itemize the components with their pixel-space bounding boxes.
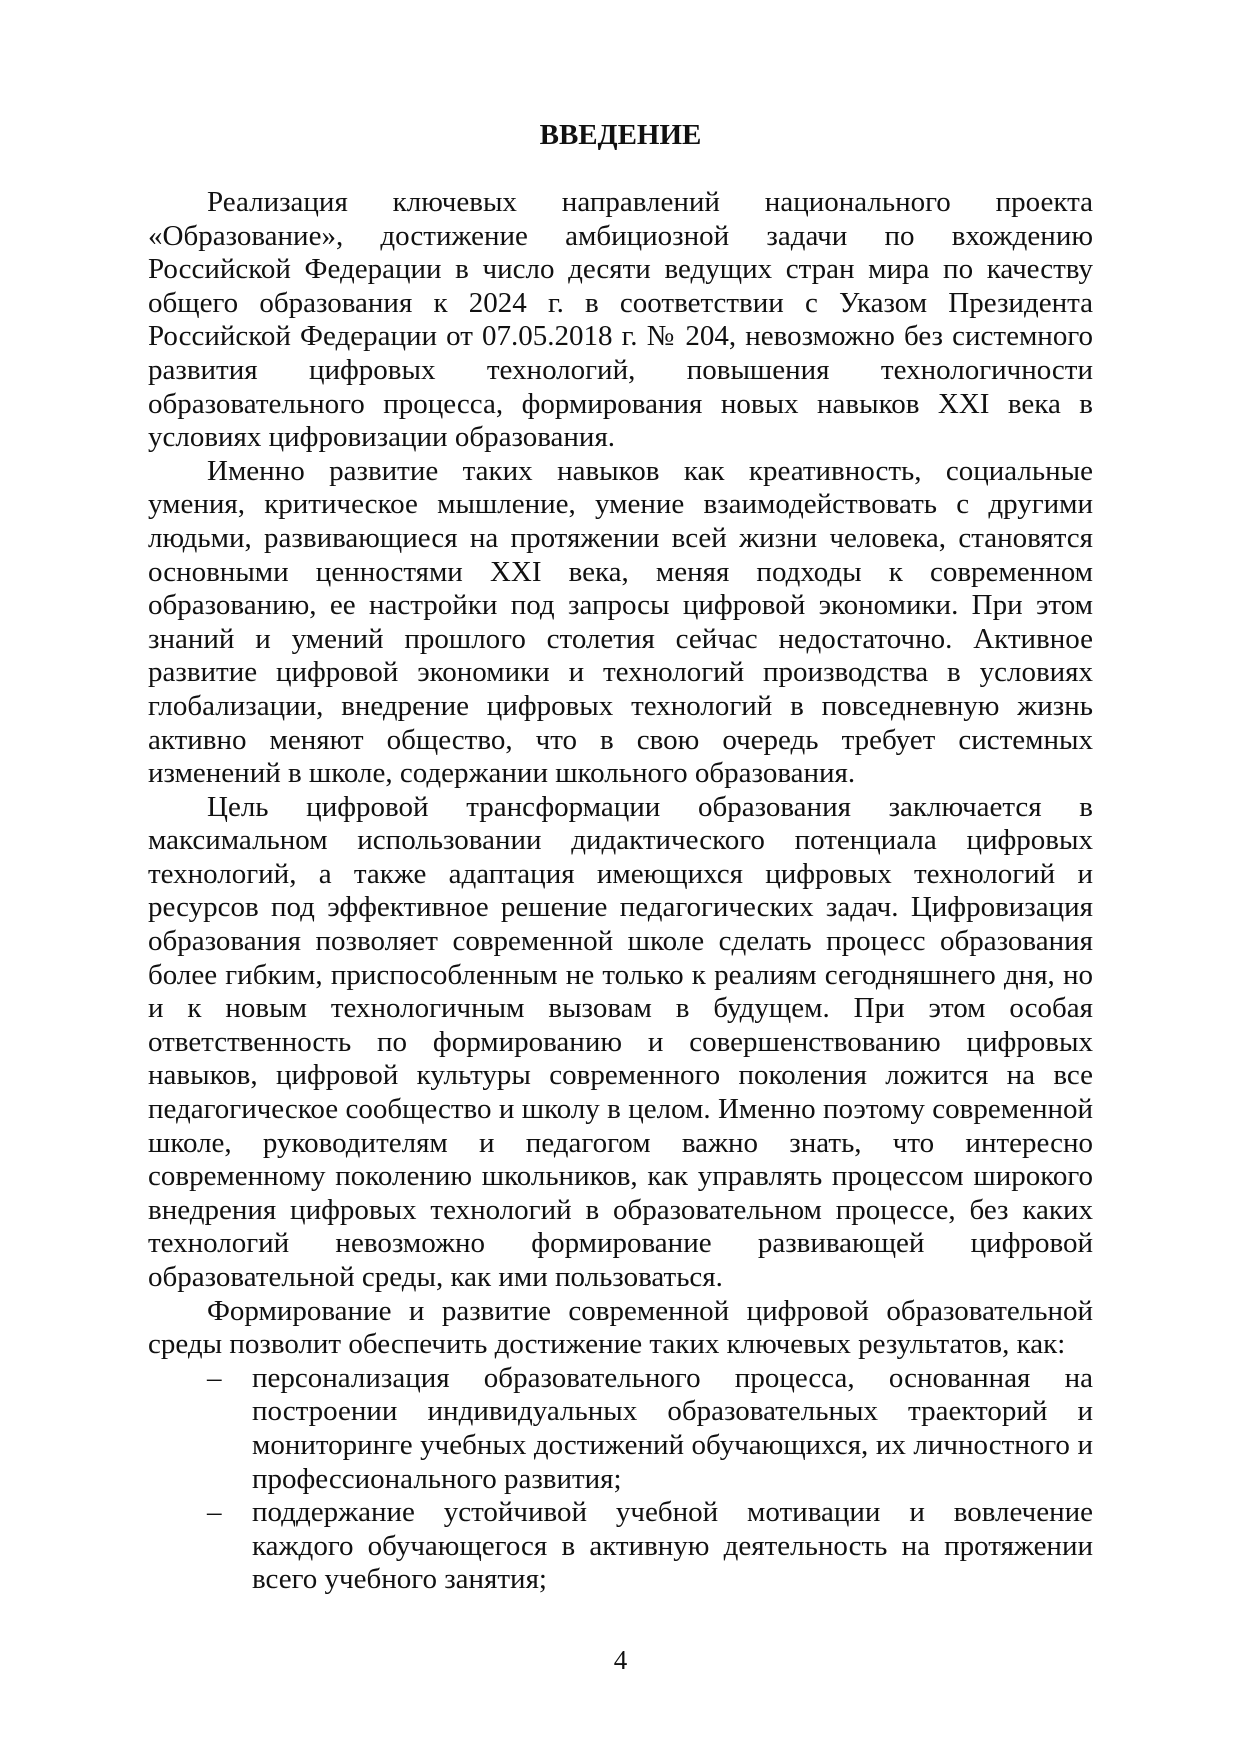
page-number: 4 bbox=[613, 1645, 628, 1675]
paragraph: Именно развитие таких навыков как креативность, социальные умения, критическое мышление, умение взаимодействовать с другими людьми, развивающиеся на протяжении всей жизни человека, становятся основными ценностями XXI века, меняя подходы к современном образованию, ее настройки под запросы цифровой экономики. При этом знаний и умений прошлого столетия сейчас недостаточно. Активное развитие цифровой экономики и технологий производства в условиях глобализации, внедрение цифровых технологий в повседневную жизнь активно меняют общество, что в свою очередь требует системных изменений в школе, содержании школьного образования. bbox=[148, 454, 1093, 790]
paragraph: Цель цифровой трансформации образования заключается в максимальном использовании дидактического потенциала цифровых технологий, а также адаптация имеющихся цифровых технологий и ресурсов под эффективное решение педагогических задач. Цифровизация образования позволяет современной школе сделать процесс образования более гибким, приспособленным не только к реалиям сегодняшнего дня, но и к новым технологичным вызовам в будущем. При этом особая ответственность по формированию и совершенствованию цифровых навыков, цифровой культуры современного поколения ложится на все педагогическое сообщество и школу в целом. Именно поэтому современной школе, руководителям и педагогом важно знать, что интересно современному поколению школьников, как управлять процессом широкого внедрения цифровых технологий в образовательном процессе, без каких технологий невозможно формирование развивающей цифровой образовательной среды, как ими пользоваться. bbox=[148, 790, 1093, 1293]
list-item-text: поддержание устойчивой учебной мотивации и вовлечение каждого обучающегося в активную деятельность на протяжении всего учебного занятия; bbox=[252, 1496, 1093, 1596]
list-item bbox=[148, 1362, 1093, 1496]
dash-marker: – bbox=[207, 1361, 222, 1394]
body-text bbox=[148, 186, 1093, 1597]
dash-marker: – bbox=[207, 1496, 222, 1529]
list-item bbox=[148, 1496, 1093, 1597]
paragraph: Формирование и развитие современной цифровой образовательной среды позволит обеспечить достижение таких ключевых результатов, как: bbox=[148, 1294, 1093, 1361]
list-item-text: персонализация образовательного процесса, основанная на построении индивидуальных образовательных траекторий и мониторинге учебных достижений обучающихся, их личностного и профессионального развития; bbox=[252, 1361, 1093, 1495]
paragraph: Реализация ключевых направлений национального проекта «Образование», достижение амбициозной задачи по вхождению Российской Федерации в число десяти ведущих стран мира по качеству общего образования к 2024 г. в соответствии с Указом Президента Российской Федерации от 07.05.2018 г. № 204, невозможно без системного развития цифровых технологий, повышения технологичности образовательного процесса, формирования новых навыков XXI века в условиях цифровизации образования. bbox=[148, 186, 1093, 454]
section-heading: ВВЕДЕНИЕ bbox=[539, 119, 702, 151]
results-list bbox=[148, 1362, 1093, 1597]
